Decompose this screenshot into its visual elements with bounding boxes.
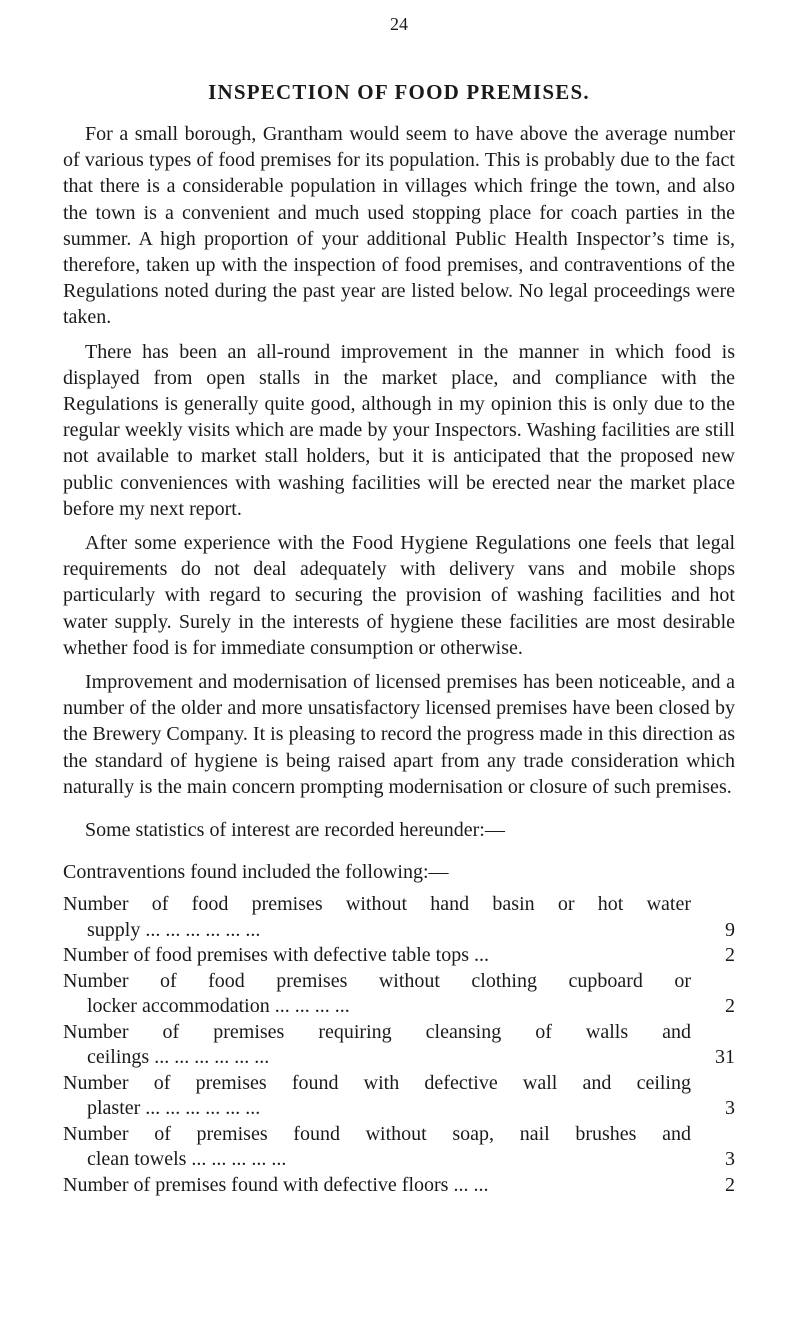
item-text-continued: plaster ... ... ... ... ... ... bbox=[87, 1097, 261, 1120]
paragraph: There has been an all-round improvement in the manner in which food is displayed from open stalls in the market place, and compliance with the Regulations is generally quite good, although in my opinion this is only due to the regular weekly visits which are made by your Inspectors. Washing facilities are still not available to market stall holders, but it is anticipated that the proposed new public conveniences with washing facilities will be erected near the market place before my next report. bbox=[63, 340, 735, 520]
list-item bbox=[63, 1122, 735, 1173]
section-title: INSPECTION OF FOOD PREMISES. bbox=[208, 80, 590, 104]
list-item bbox=[63, 1071, 735, 1122]
item-count: 2 bbox=[725, 1173, 735, 1196]
contraventions-intro: Contraventions found included the following:— bbox=[63, 861, 449, 884]
item-text-continued: locker accommodation ... ... ... ... bbox=[87, 995, 350, 1018]
item-text-continued: supply ... ... ... ... ... ... bbox=[87, 918, 261, 941]
item-text: Number of premises found with defective wall and ceiling bbox=[63, 1071, 691, 1094]
page-number: 24 bbox=[390, 14, 408, 34]
item-text: Number of food premises without hand basin or hot water bbox=[63, 893, 691, 916]
item-count: 31 bbox=[715, 1046, 735, 1069]
list-item bbox=[63, 943, 735, 969]
list-item bbox=[63, 1173, 735, 1199]
item-count: 3 bbox=[725, 1148, 735, 1171]
list-item bbox=[63, 1020, 735, 1071]
item-text: Number of premises found without soap, nail brushes and bbox=[63, 1122, 691, 1145]
item-text-continued: clean towels ... ... ... ... ... bbox=[87, 1148, 287, 1171]
item-text: Number of premises requiring cleansing of walls and bbox=[63, 1020, 691, 1043]
paragraph: After some experience with the Food Hygiene Regulations one feels that legal requirements do not deal adequately with delivery vans and mobile shops particularly with regard to securing the provision of washing facilities and hot water supply. Surely in the interests of hygiene these facilities are most desirable whether food is for immediate consumption or otherwise. bbox=[63, 532, 735, 659]
paragraph: Improvement and modernisation of licensed premises has been noticeable, and a number of the older and more unsatisfactory licensed premises have been closed by the Brewery Company. It is pleasing to record the progress made in this direction as the standard of hygiene is being raised apart from any trade consideration which naturally is the main concern prompting modernisation or closure of such premises. bbox=[63, 671, 735, 798]
list-item bbox=[63, 969, 735, 1020]
item-count: 2 bbox=[725, 944, 735, 967]
item-text-continued: ceilings ... ... ... ... ... ... bbox=[87, 1046, 270, 1069]
item-text: Number of food premises without clothing cupboard or bbox=[63, 969, 691, 992]
statistics-intro: Some statistics of interest are recorded hereunder:— bbox=[85, 819, 505, 842]
item-count: 2 bbox=[725, 995, 735, 1018]
paragraph: For a small borough, Grantham would seem to have above the average number of various types of food premises for its population. This is probably due to the fact that there is a considerable population in villages which fringe the town, and also the town is a convenient and much used stopping place for coach parties in the summer. A high proportion of your additional Public Health Inspector’s time is, therefore, taken up with the inspection of food premises, and contraventions of the Regulations noted during the past year are listed below. No legal proceedings were taken. bbox=[63, 123, 735, 329]
body-text bbox=[63, 121, 735, 1198]
contraventions-list bbox=[63, 892, 735, 1198]
item-text: Number of food premises with defective table tops ... bbox=[63, 944, 489, 967]
list-item bbox=[63, 892, 735, 943]
item-count: 9 bbox=[725, 918, 735, 941]
item-text: Number of premises found with defective floors ... ... bbox=[63, 1173, 489, 1196]
item-count: 3 bbox=[725, 1097, 735, 1120]
